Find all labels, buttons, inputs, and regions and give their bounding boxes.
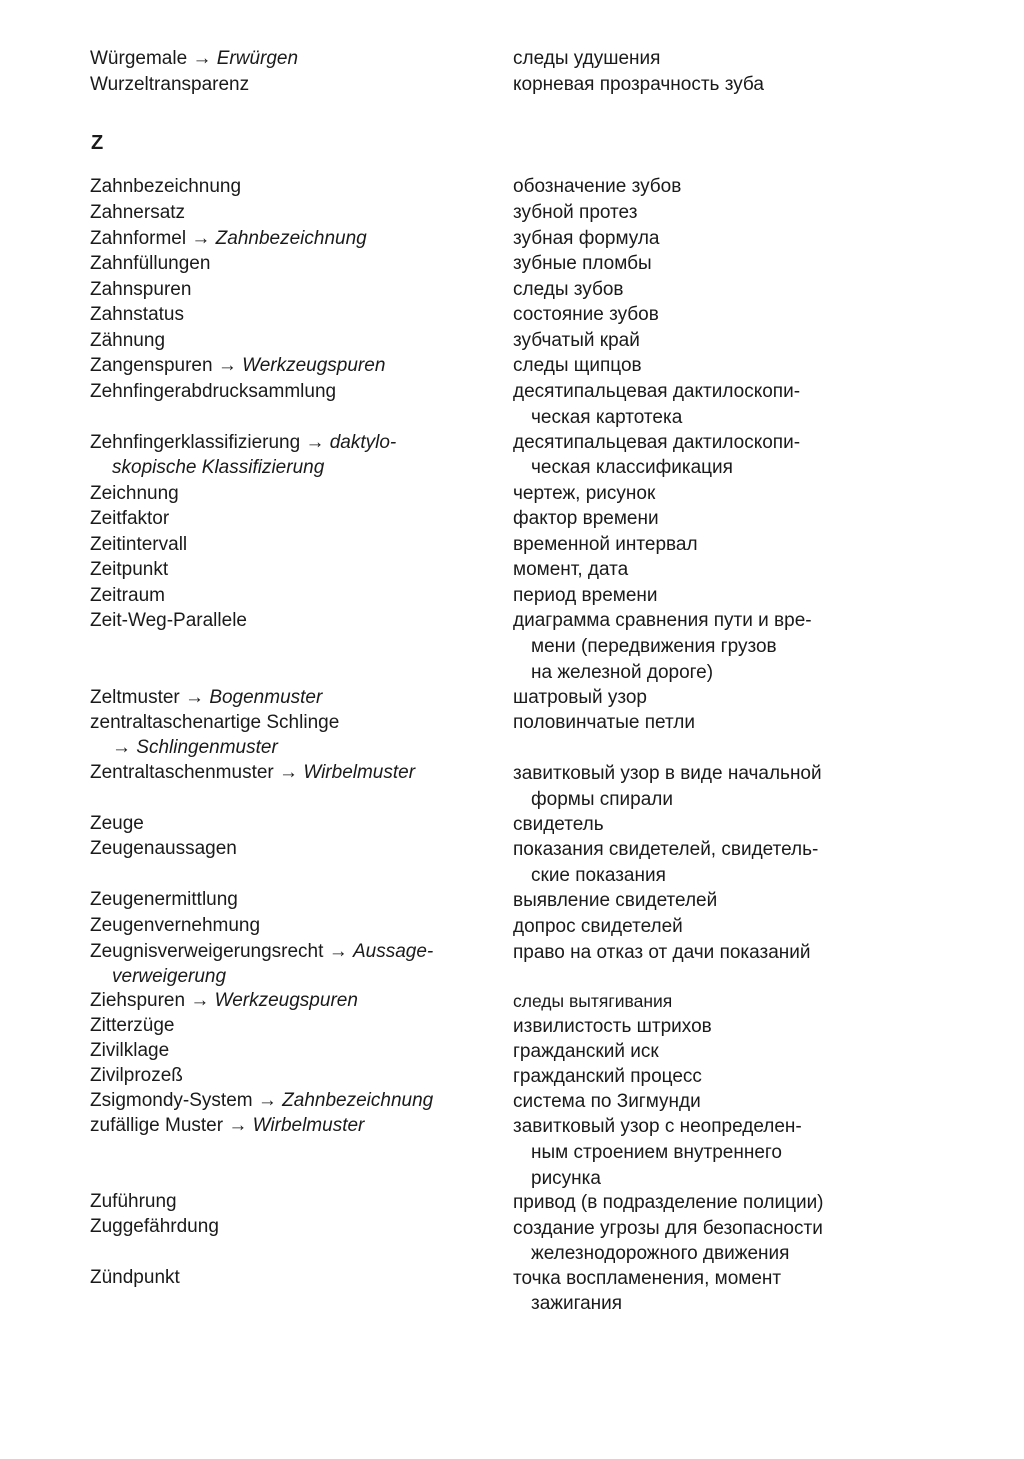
entry-de: → Schlingenmuster [112, 737, 278, 758]
entry-de: Zivilprozeß [90, 1065, 183, 1086]
entry-de: Zeitintervall [90, 534, 188, 555]
entry-de: Zuführung [90, 1191, 177, 1212]
entry-de: zentraltaschenartige Schlinge [90, 712, 340, 733]
entry-de: Zahnformel → Zahnbezeichnung [90, 228, 367, 249]
entry-ru: ские показания [531, 865, 666, 886]
entry-ru: железнодорожного движения [531, 1243, 790, 1264]
entry-de: Zehnfingerabdrucksammlung [90, 381, 337, 402]
entry-de: Zeitraum [90, 585, 165, 606]
entry-ru: завитковый узор в виде начальной [513, 763, 822, 784]
entry-ru: зубная формула [513, 228, 660, 249]
entry-ru: следы зубов [513, 279, 624, 300]
entry-ru: система по Зигмунди [513, 1091, 701, 1112]
entry-ru: период времени [513, 585, 658, 606]
entry-ru: шатровый узор [513, 687, 648, 708]
entry-ru: следы вытягивания [513, 991, 673, 1011]
entry-ru: допрос свидетелей [513, 916, 683, 937]
entry-de: zufällige Muster → Wirbelmuster [90, 1115, 365, 1136]
entry-ru: зубчатый край [513, 330, 640, 351]
entry-de: Zahnbezeichnung [90, 176, 242, 197]
entry-de: Zündpunkt [90, 1267, 180, 1288]
entry-de: Zeit-Weg-Parallele [90, 610, 247, 631]
entry-de: Zangenspuren → Werkzeugspuren [90, 355, 386, 376]
entry-de: Zahnfüllungen [90, 253, 211, 274]
entry-ru: следы щипцов [513, 355, 642, 376]
entry-ru: ным строением внутреннего [531, 1142, 782, 1163]
entry-de: Zeugnisverweigerungsrecht → Aussage- [90, 941, 434, 962]
entry-ru: обозначение зубов [513, 176, 682, 197]
entry-ru: ческая классификация [531, 457, 733, 478]
entry-ru: завитковый узор с неопределен- [513, 1116, 802, 1137]
entry-ru: точка воспламенения, момент [513, 1268, 782, 1289]
entry-ru: свидетель [513, 814, 604, 835]
entry-ru: фактор времени [513, 508, 659, 529]
entry-ru: временной интервал [513, 534, 698, 555]
entry-de: skopische Klassifizierung [112, 457, 325, 478]
entry-ru: мени (передвижения грузов [531, 636, 777, 657]
entry-de: Zeugenvernehmung [90, 915, 261, 936]
entry-ru: следы удушения [513, 48, 661, 69]
entry-ru: выявление свидетелей [513, 890, 718, 911]
entry-ru: право на отказ от дачи показаний [513, 942, 811, 963]
entry-ru: зубные пломбы [513, 253, 652, 274]
entry-ru: десятипальцевая дактилоскопи- [513, 381, 801, 402]
entry-ru: чертеж, рисунок [513, 483, 656, 504]
entry-de: Zivilklage [90, 1040, 170, 1061]
entry-ru: на железной дороге) [531, 662, 714, 683]
entry-ru: извилистость штрихов [513, 1016, 712, 1037]
entry-de: verweigerung [112, 966, 227, 987]
entry-de: Zahnspuren [90, 279, 192, 300]
entry-ru: зубной протез [513, 202, 638, 223]
entry-ru: привод (в подразделение полиции) [513, 1192, 824, 1213]
entry-de: Zeugenaussagen [90, 838, 237, 859]
entry-ru: рисунка [531, 1168, 601, 1189]
entry-de: Zentraltaschenmuster → Wirbelmuster [90, 762, 416, 783]
entry-ru: диаграмма сравнения пути и вре- [513, 610, 812, 631]
entry-ru: зажигания [531, 1293, 623, 1314]
entry-ru: гражданский процесс [513, 1066, 702, 1087]
entry-de: Zeuge [90, 813, 144, 834]
entry-ru: момент, дата [513, 559, 629, 580]
entry-ru: гражданский иск [513, 1041, 659, 1062]
entry-ru: ческая картотека [531, 407, 683, 428]
entry-ru: формы спирали [531, 789, 673, 810]
entry-de: Wurzeltransparenz [90, 74, 250, 95]
entry-de: Zehnfingerklassifizierung → daktylo- [90, 432, 397, 453]
entry-de: Zähnung [90, 330, 166, 351]
entry-de: Zeltmuster → Bogenmuster [90, 687, 323, 708]
entry-de: Zuggefährdung [90, 1216, 219, 1237]
entry-ru: показания свидетелей, свидетель- [513, 839, 819, 860]
entry-de: Zahnersatz [90, 202, 186, 223]
entry-ru: половинчатые петли [513, 712, 695, 733]
entry-de: Zsigmondy-System → Zahnbezeichnung [90, 1090, 434, 1111]
section-letter: Z [91, 132, 104, 154]
entry-de: Ziehspuren → Werkzeugspuren [90, 990, 358, 1011]
entry-ru: корневая прозрачность зуба [513, 74, 764, 95]
entry-ru: состояние зубов [513, 304, 659, 325]
entry-ru: десятипальцевая дактилоскопи- [513, 432, 801, 453]
entry-ru: создание угрозы для безопасности [513, 1218, 823, 1239]
entry-de: Würgemale → Erwürgen [90, 48, 299, 69]
entry-de: Zahnstatus [90, 304, 184, 325]
entry-de: Zeitpunkt [90, 559, 169, 580]
entry-de: Zeugenermittlung [90, 889, 238, 910]
entry-de: Zeichnung [90, 483, 179, 504]
entry-de: Zeitfaktor [90, 508, 170, 529]
entry-de: Zitterzüge [90, 1015, 175, 1036]
